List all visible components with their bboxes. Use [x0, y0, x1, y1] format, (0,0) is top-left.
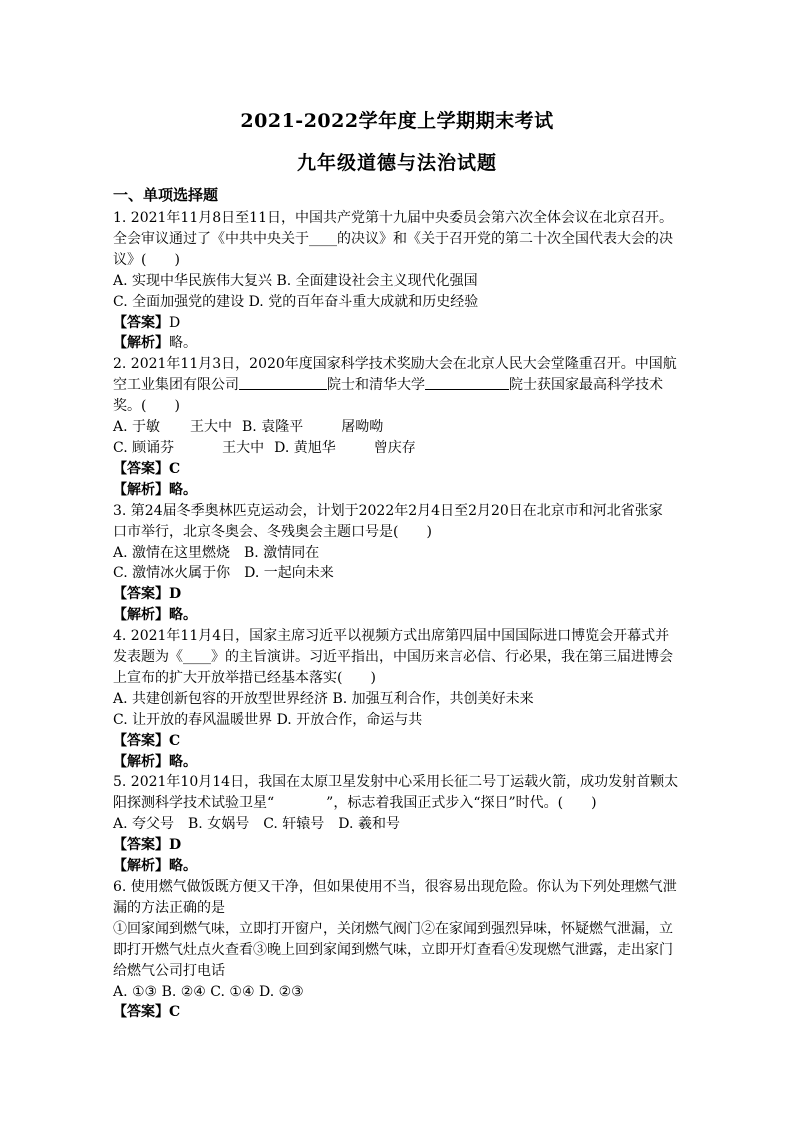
analysis-value: 略。: [169, 753, 197, 770]
analysis-value: 略。: [169, 335, 197, 352]
question-stem-line: 1. 2021年11月8日至11日，中国共产党第十九届中央委员会第六次全体会议在北京召开。: [113, 210, 673, 226]
question-stem-line: 口市举行，北京冬奥会、冬残奥会主题口号是( ): [113, 523, 432, 540]
analysis-line: [113, 856, 688, 877]
option-line: C. 全面加强党的建设 D. 党的百年奋斗重大成就和历史经验: [113, 293, 479, 310]
analysis-value: 略。: [169, 607, 197, 624]
answer-line: [113, 1002, 688, 1023]
question-2: [113, 354, 688, 500]
question-1: [113, 208, 688, 354]
option-line: A. ①③ B. ②④ C. ①④ D. ②③: [113, 983, 304, 1000]
fill-blank: [239, 376, 327, 390]
question-6: [113, 877, 688, 1023]
analysis-tag: 【解析】: [113, 335, 169, 352]
option-line: C. 激情冰火属于你 D. 一起向未来: [113, 565, 334, 582]
answer-tag: 【答案】: [113, 460, 169, 477]
answer-line: [113, 459, 688, 480]
answer-tag: 【答案】: [113, 314, 169, 331]
option-line: C. 让开放的春风温暖世界 D. 开放合作，命运与共: [113, 711, 423, 728]
analysis-tag: 【解析】: [113, 858, 169, 875]
exam-subtitle: 九年级道德与法治试题: [296, 152, 497, 174]
answer-value: D: [169, 586, 182, 603]
question-stem-line: 漏的方法正确的是: [113, 899, 225, 916]
analysis-tag: 【解析】: [113, 753, 169, 770]
option-line: A. 实现中华民族伟大复兴 B. 全面建设社会主义现代化强国: [113, 272, 478, 289]
answer-line: [113, 835, 688, 856]
option-line: A. 于敏 王大中 B. 袁隆平 屠呦呦: [113, 419, 384, 436]
answer-tag: 【答案】: [113, 837, 169, 854]
question-stem-line: 全会审议通过了《中共中央关于____的决议》和《关于召开党的第二十次全国代表大会的决: [113, 230, 673, 247]
answer-value: C: [169, 1004, 181, 1021]
answer-tag: 【答案】: [113, 1004, 169, 1021]
question-stem-line: 即打开燃气灶点火查看③晚上回到家闻到燃气味，立即开灯查看④发现燃气泄露，走出家门: [113, 941, 673, 958]
answer-line: [113, 731, 688, 752]
analysis-line: [113, 752, 688, 773]
section-heading: 一、单项选择题: [113, 186, 219, 204]
option-line: A. 夸父号 B. 女娲号 C. 轩辕号 D. 羲和号: [113, 816, 400, 833]
question-3: [113, 501, 688, 626]
question-stem-line: 发表题为《____》的主旨演讲。习近平指出，中国历来言必信、行必果，我在第三届进博会: [113, 649, 673, 666]
analysis-value: 略。: [169, 858, 197, 875]
analysis-line: [113, 333, 688, 354]
answer-value: D: [169, 837, 182, 854]
answer-line: [113, 584, 688, 605]
question-5: [113, 772, 688, 877]
answer-tag: 【答案】: [113, 586, 169, 603]
analysis-tag: 【解析】: [113, 607, 169, 624]
question-stem-line: 奖。( ): [113, 398, 180, 415]
question-stem-line: 上宣布的扩大开放举措已经基本落实( ): [113, 669, 376, 686]
analysis-tag: 【解析】: [113, 481, 169, 498]
question-stem-line: 5. 2021年10月14日，我国在太原卫星发射中心采用长征二号丁运载火箭，成功发射首颗太: [113, 774, 679, 791]
answer-value: C: [169, 732, 181, 749]
question-stem-line: 6. 使用燃气做饭既方便又干净，但如果使用不当，很容易出现危险。你认为下列处理燃气泄: [113, 879, 677, 895]
question-stem-line: 空工业集团有限公司 院士和清华大学 院士获国家最高科学技术: [113, 377, 663, 394]
answer-tag: 【答案】: [113, 732, 169, 749]
question-4: [113, 626, 688, 772]
option-line: C. 顾诵芬 王大中 D. 黄旭华 曾庆存: [113, 439, 416, 456]
question-stem-line: 阳探测科学技术试验卫星“ ”，标志着我国正式步入“探日”时代。( ): [113, 795, 597, 812]
analysis-value: 略。: [169, 481, 197, 498]
fill-blank: [425, 376, 509, 390]
question-stem-line: 4. 2021年11月4日，国家主席习近平以视频方式出席第四届中国国际进口博览会开幕式并: [113, 628, 670, 645]
analysis-line: [113, 605, 688, 626]
option-line: A. 激情在这里燃烧 B. 激情同在: [113, 544, 320, 561]
question-stem-line: 给燃气公司打电话: [113, 962, 225, 979]
answer-value: C: [169, 460, 181, 477]
analysis-line: [113, 480, 688, 501]
answer-value: D: [169, 314, 181, 331]
question-stem-line: 3. 第24届冬季奥林匹克运动会，计划于2022年2月4日至2月20日在北京市和河北省张家: [113, 502, 663, 519]
exam-title: 2021-2022学年度上学期期末考试: [240, 110, 554, 132]
option-line: A. 共建创新包容的开放型世界经济 B. 加强互利合作，共创美好未来: [113, 690, 534, 707]
answer-line: [113, 313, 688, 334]
question-stem-line: ①回家闻到燃气味，立即打开窗户，关闭燃气阀门②在家闻到强烈异味，怀疑燃气泄漏，立: [113, 920, 673, 937]
question-stem-line: 2. 2021年11月3日，2020年度国家科学技术奖励大会在北京人民大会堂隆重召开。中国航: [113, 356, 677, 373]
document-body: [113, 183, 688, 1023]
question-stem-line: 议》( ): [113, 251, 180, 268]
